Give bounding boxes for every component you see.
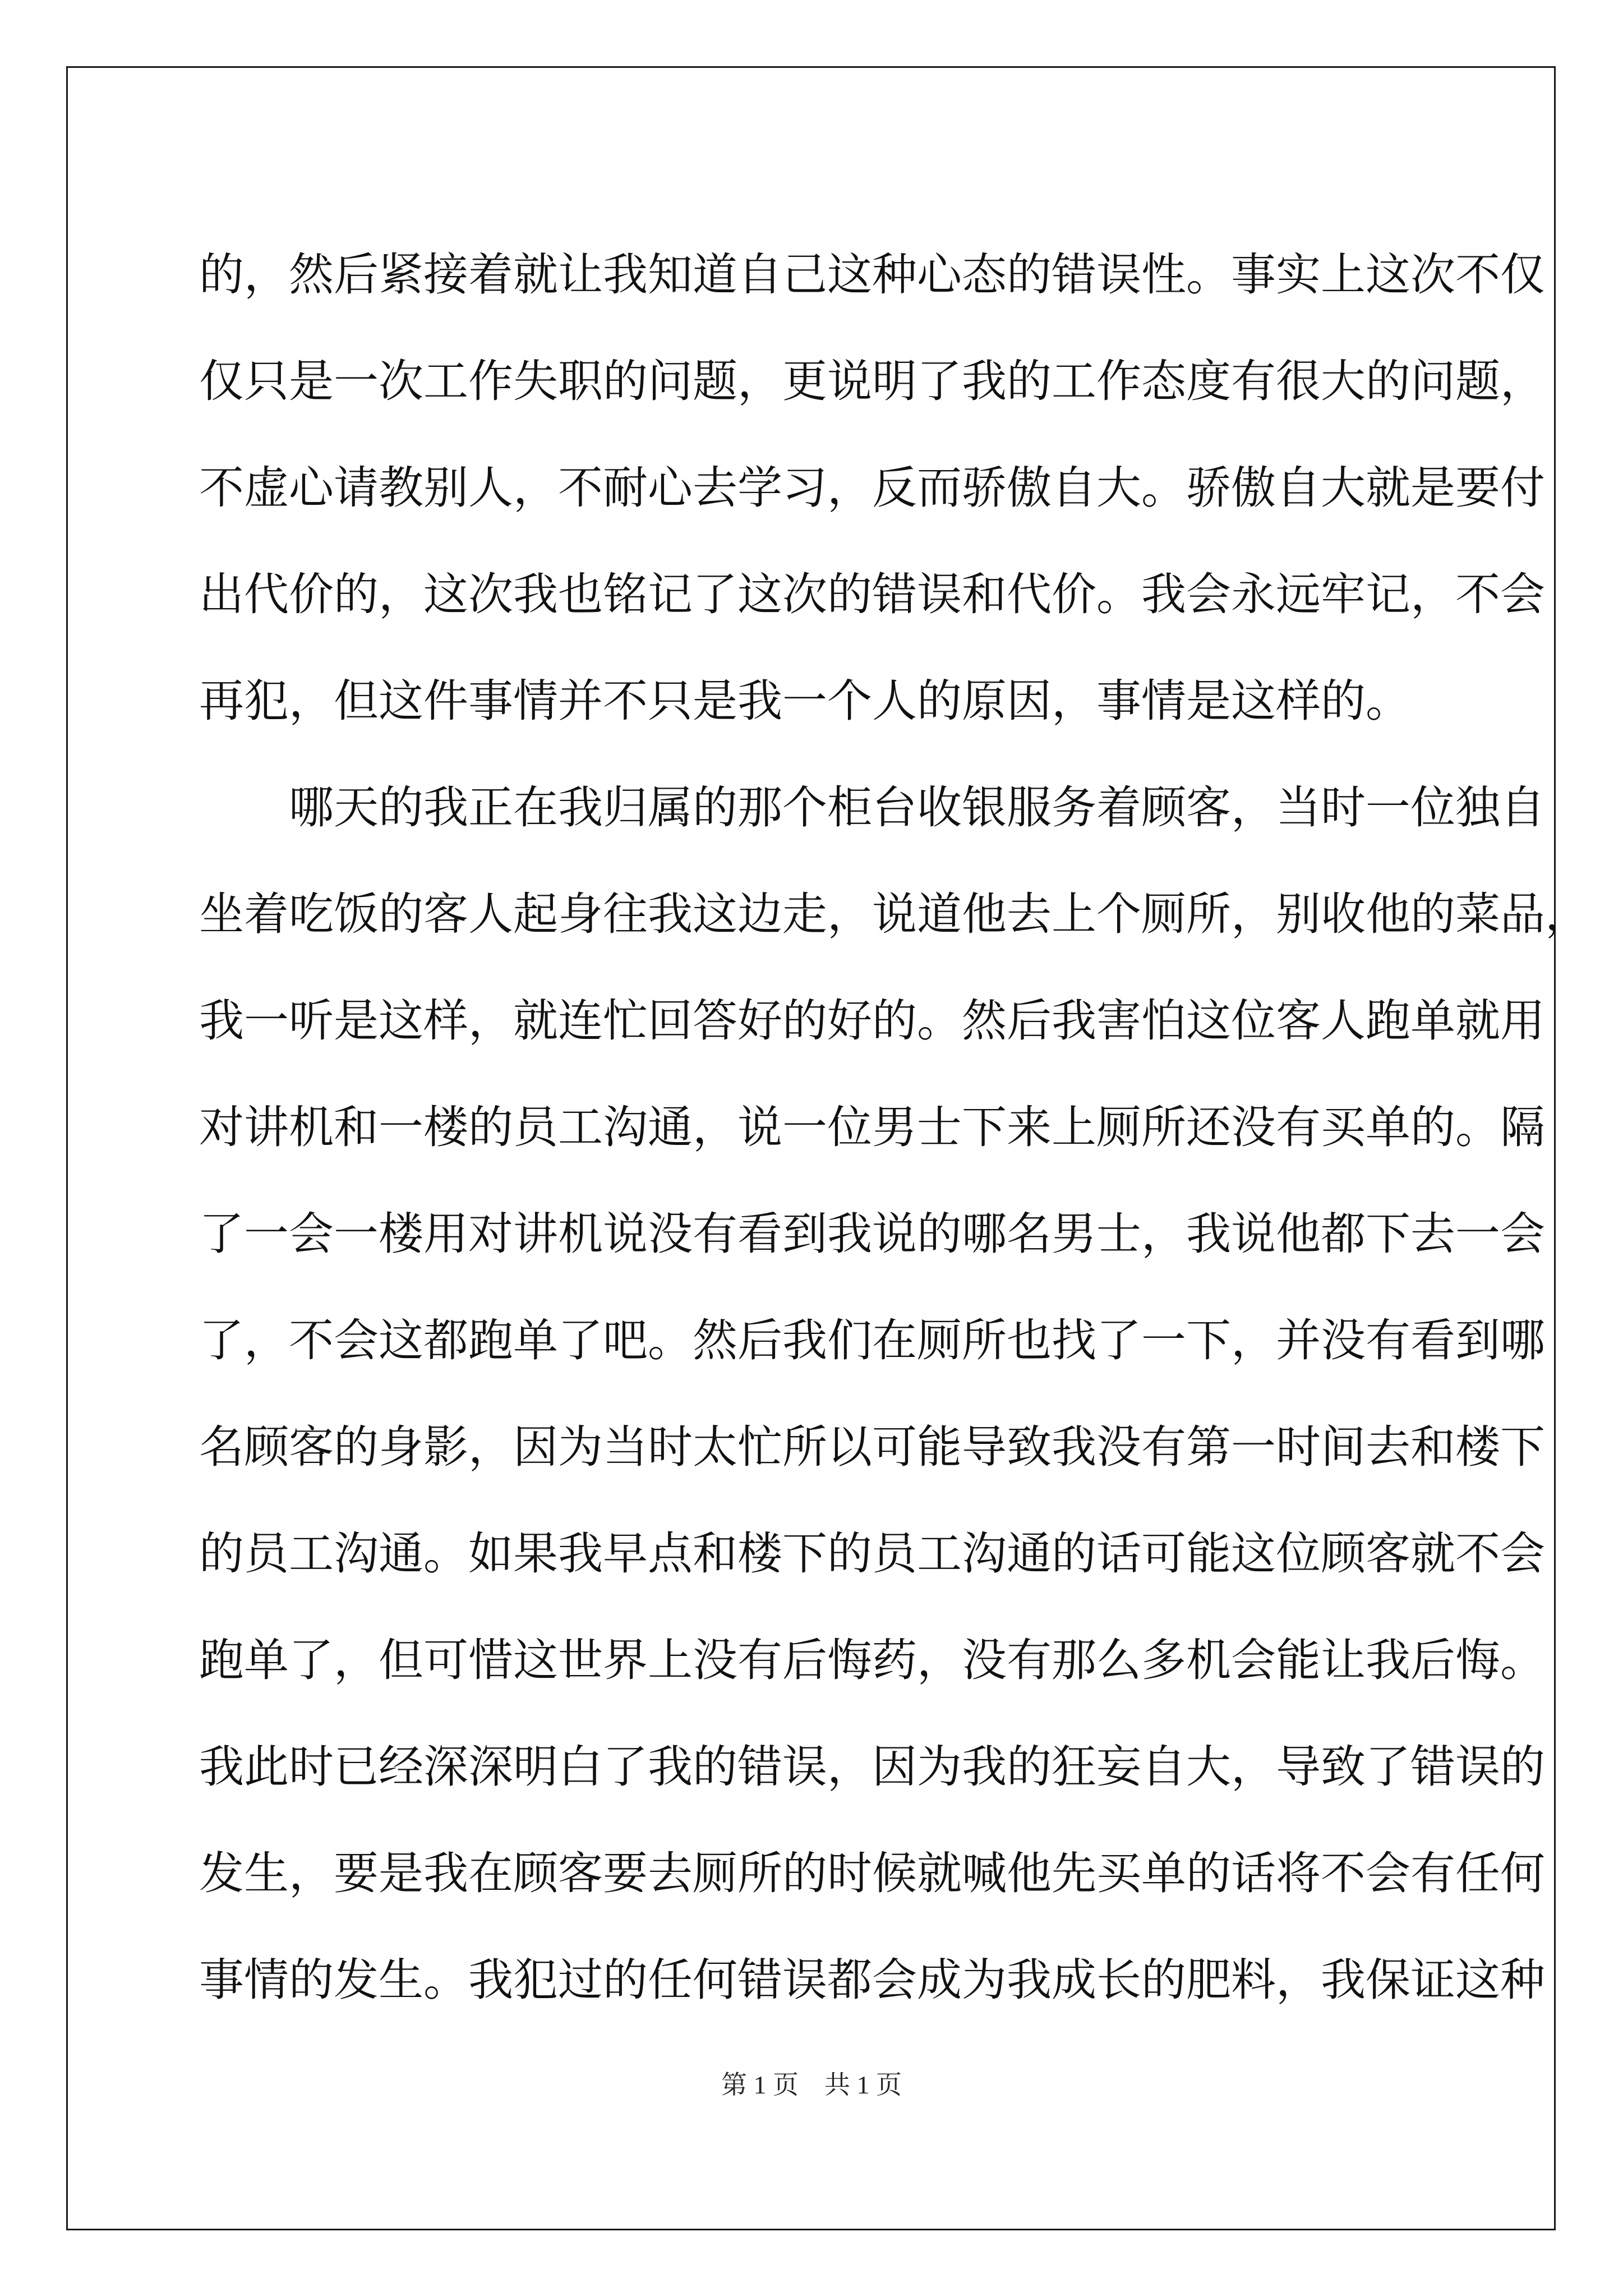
text-line: 我一听是这样，就连忙回答好的好的。然后我害怕这位客人跑单就用 [199, 995, 1545, 1047]
text-line: 再犯，但这件事情并不只是我一个人的原因，事情是这样的。 [199, 675, 1410, 727]
text-line: 我此时已经深深明白了我的错误，因为我的狂妄自大，导致了错误的 [199, 1741, 1545, 1793]
text-line: 的员工沟通。如果我早点和楼下的员工沟通的话可能这位顾客就不会 [199, 1527, 1545, 1580]
document-body [199, 222, 1590, 2033]
text-line: 不虚心请教别人，不耐心去学习，反而骄傲自大。骄傲自大就是要付 [199, 462, 1545, 514]
text-line: 坐着吃饭的客人起身往我这边走，说道他去上个厕所，别收他的菜品， [199, 888, 1590, 940]
page-number-label: 第 1 页 共 1 页 [721, 2070, 902, 2099]
text-line: 了一会一楼用对讲机说没有看到我说的哪名男士，我说他都下去一会 [199, 1208, 1545, 1260]
text-line: 仅只是一次工作失职的问题，更说明了我的工作态度有很大的问题， [199, 355, 1545, 407]
text-line: 跑单了，但可惜这世界上没有后悔药，没有那么多机会能让我后悔。 [199, 1634, 1545, 1686]
page-footer [0, 2064, 1623, 2101]
text-line: 名顾客的身影，因为当时太忙所以可能导致我没有第一时间去和楼下 [199, 1421, 1545, 1473]
text-line: 事情的发生。我犯过的任何错误都会成为我成长的肥料，我保证这种 [199, 1954, 1545, 2006]
text-line: 的，然后紧接着就让我知道自己这种心态的错误性。事实上这次不仅 [199, 249, 1545, 301]
text-line: 出代价的，这次我也铭记了这次的错误和代价。我会永远牢记，不会 [199, 568, 1545, 620]
text-line: 发生，要是我在顾客要去厕所的时候就喊他先买单的话将不会有任何 [199, 1847, 1545, 1899]
text-line: 了，不会这都跑单了吧。然后我们在厕所也找了一下，并没有看到哪 [199, 1314, 1545, 1366]
text-line: 哪天的我正在我归属的那个柜台收银服务着顾客，当时一位独自 [289, 781, 1545, 834]
text-line: 对讲机和一楼的员工沟通，说一位男士下来上厕所还没有买单的。隔 [199, 1101, 1545, 1153]
